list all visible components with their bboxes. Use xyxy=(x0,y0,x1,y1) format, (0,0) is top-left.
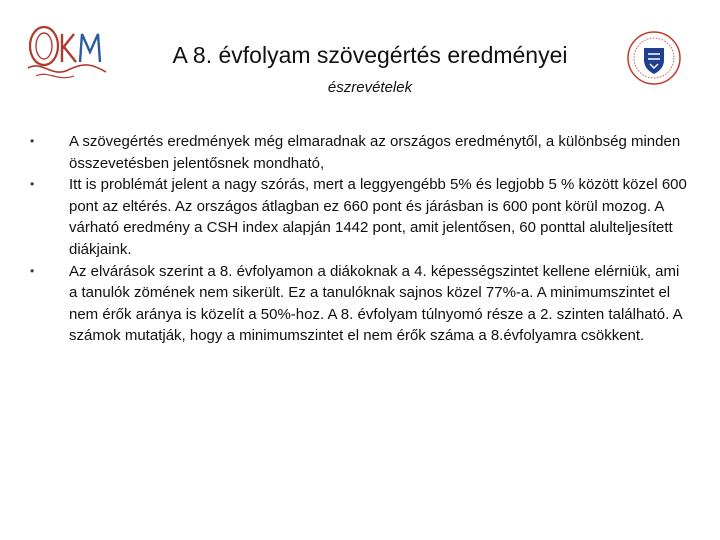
bullet-icon: • xyxy=(30,177,35,192)
school-crest-icon xyxy=(626,30,682,86)
slide-subtitle: észrevételek xyxy=(327,79,413,96)
bullet-list xyxy=(30,131,690,347)
bullet-text: A szövegértés eredmények még elmaradnak az országos eredménytől, a különbség minden összevetésben jelentősnek mondható, xyxy=(69,133,681,172)
list-item xyxy=(30,261,690,347)
list-item xyxy=(30,131,690,174)
bullet-text: Itt is problémát jelent a nagy szórás, mert a leggyengébb 5% és legjobb 5 % között közel 600 pont az eltérés. Az országos átlagban ez 660 pont és járásban is 600 pont körül mozog. A várható eredmény a CSH index alapján 1442 pont, amit jelentősen, 60 ponttal alulteljesített diákjaink. xyxy=(69,176,687,258)
bullet-icon: • xyxy=(30,263,35,278)
bullet-text: Az elvárások szerint a 8. évfolyamon a diákoknak a 4. képességszintet kellene elérniük, ami a tanulók zömének nem sikerült. Ez a tanulóknak sajnos közel 77%-a. A minimumszintet el nem érők aránya is közelít a 50%-hoz. A 8. évfolyam túlnyomó része a 2. szinten található. A számok mutatják, hogy a minimumszintet el nem érők száma a 8.évfolyamra csökkent. xyxy=(69,262,682,345)
okm-logo-icon xyxy=(22,18,110,84)
bullet-icon: • xyxy=(30,134,35,148)
slide-title: A 8. évfolyam szövegértés eredményei xyxy=(172,42,568,68)
list-item xyxy=(30,174,690,260)
